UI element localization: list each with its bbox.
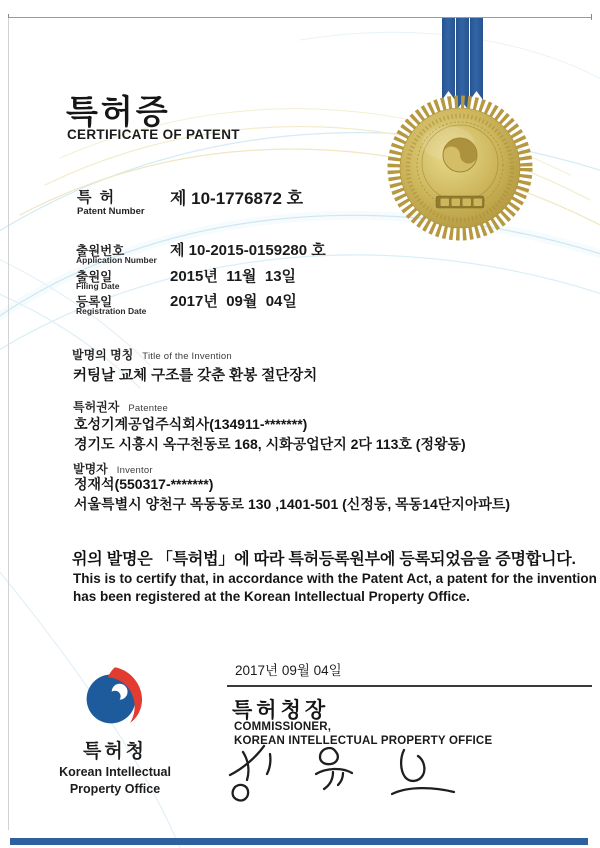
patentee-label — [73, 398, 168, 415]
inventor-address: 서울특별시 양천구 목동동로 130 ,1401-501 (신정동, 목동14단지아파트) — [74, 496, 511, 512]
inventor-name: 정재석(550317-*******) — [74, 476, 214, 492]
invention-title-label-ko: 발명의 명칭 — [72, 348, 134, 362]
signature-rule-line — [227, 685, 592, 687]
kipo-logo-icon — [82, 664, 148, 730]
ribbon-stripe-icon — [470, 18, 483, 100]
commissioner-title-en-line1: COMMISSIONER, — [234, 721, 332, 733]
application-number-label-en: Application Number — [76, 255, 157, 265]
statement-english-line1: This is to certify that, in accordance with the Patent Act, a patent for the invention — [73, 571, 597, 586]
patentee-label-ko: 특허권자 — [73, 400, 120, 414]
filing-date-label-ko: 출원일 — [76, 270, 113, 284]
left-border-line — [8, 18, 9, 830]
certificate-title-korean: 특허증 — [66, 93, 171, 130]
commissioner-title-ko: 특허청장 — [232, 699, 330, 722]
patent-number-label-en: Patent Number — [77, 206, 145, 217]
agency-name-english-line1: Korean Intellectual — [59, 765, 171, 779]
top-border-line — [8, 17, 592, 18]
patentee-label-en: Patentee — [128, 403, 169, 414]
inventor-label-en: Inventor — [116, 465, 153, 476]
patent-number-label-ko: 특 허 — [77, 189, 117, 206]
patentee-name: 호성기계공업주식회사(134911-*******) — [74, 416, 308, 432]
patent-number-value: 제 10-1776872 호 — [170, 189, 304, 208]
commissioner-title-en-line2: KOREAN INTELLECTUAL PROPERTY OFFICE — [234, 735, 493, 747]
issue-date: 2017년 09월 04일 — [235, 663, 342, 678]
statement-english-line2: has been registered at the Korean Intellectual Property Office. — [73, 589, 470, 604]
application-number-value: 제 10-2015-0159280 호 — [170, 242, 326, 259]
invention-title-label — [72, 346, 232, 363]
application-number-label-ko: 출원번호 — [76, 244, 125, 258]
filing-date-value: 2015년 11월 13일 — [170, 268, 297, 285]
commissioner-signature — [224, 744, 459, 806]
signature-strokes-icon — [224, 744, 459, 806]
ribbon-stripe-icon — [442, 18, 455, 100]
invention-title-value: 커팅날 교체 구조를 갖춘 환봉 절단장치 — [73, 368, 318, 384]
inventor-label-ko: 발명자 — [73, 462, 108, 476]
gold-seal-medal-icon — [385, 93, 535, 243]
registration-date-label-en: Registration Date — [76, 306, 147, 316]
filing-date-label-en: Filing Date — [76, 281, 120, 291]
top-border-tick-right — [591, 14, 592, 20]
registration-date-label-ko: 등록일 — [76, 295, 113, 309]
patentee-address: 경기도 시흥시 옥구천동로 168, 시화공업단지 2다 113호 (정왕동) — [74, 436, 466, 452]
agency-name-korean: 특허청 — [82, 741, 148, 762]
statement-korean: 위의 발명은 「특허법」에 따라 특허등록원부에 등록되었음을 증명합니다. — [72, 551, 576, 568]
agency-name-english-line2: Property Office — [69, 782, 161, 796]
invention-title-label-en: Title of the Invention — [142, 351, 232, 362]
bottom-border-bar — [10, 838, 588, 845]
certificate-title-english: CERTIFICATE OF PATENT — [67, 127, 240, 142]
registration-date-value: 2017년 09월 04일 — [170, 293, 297, 310]
